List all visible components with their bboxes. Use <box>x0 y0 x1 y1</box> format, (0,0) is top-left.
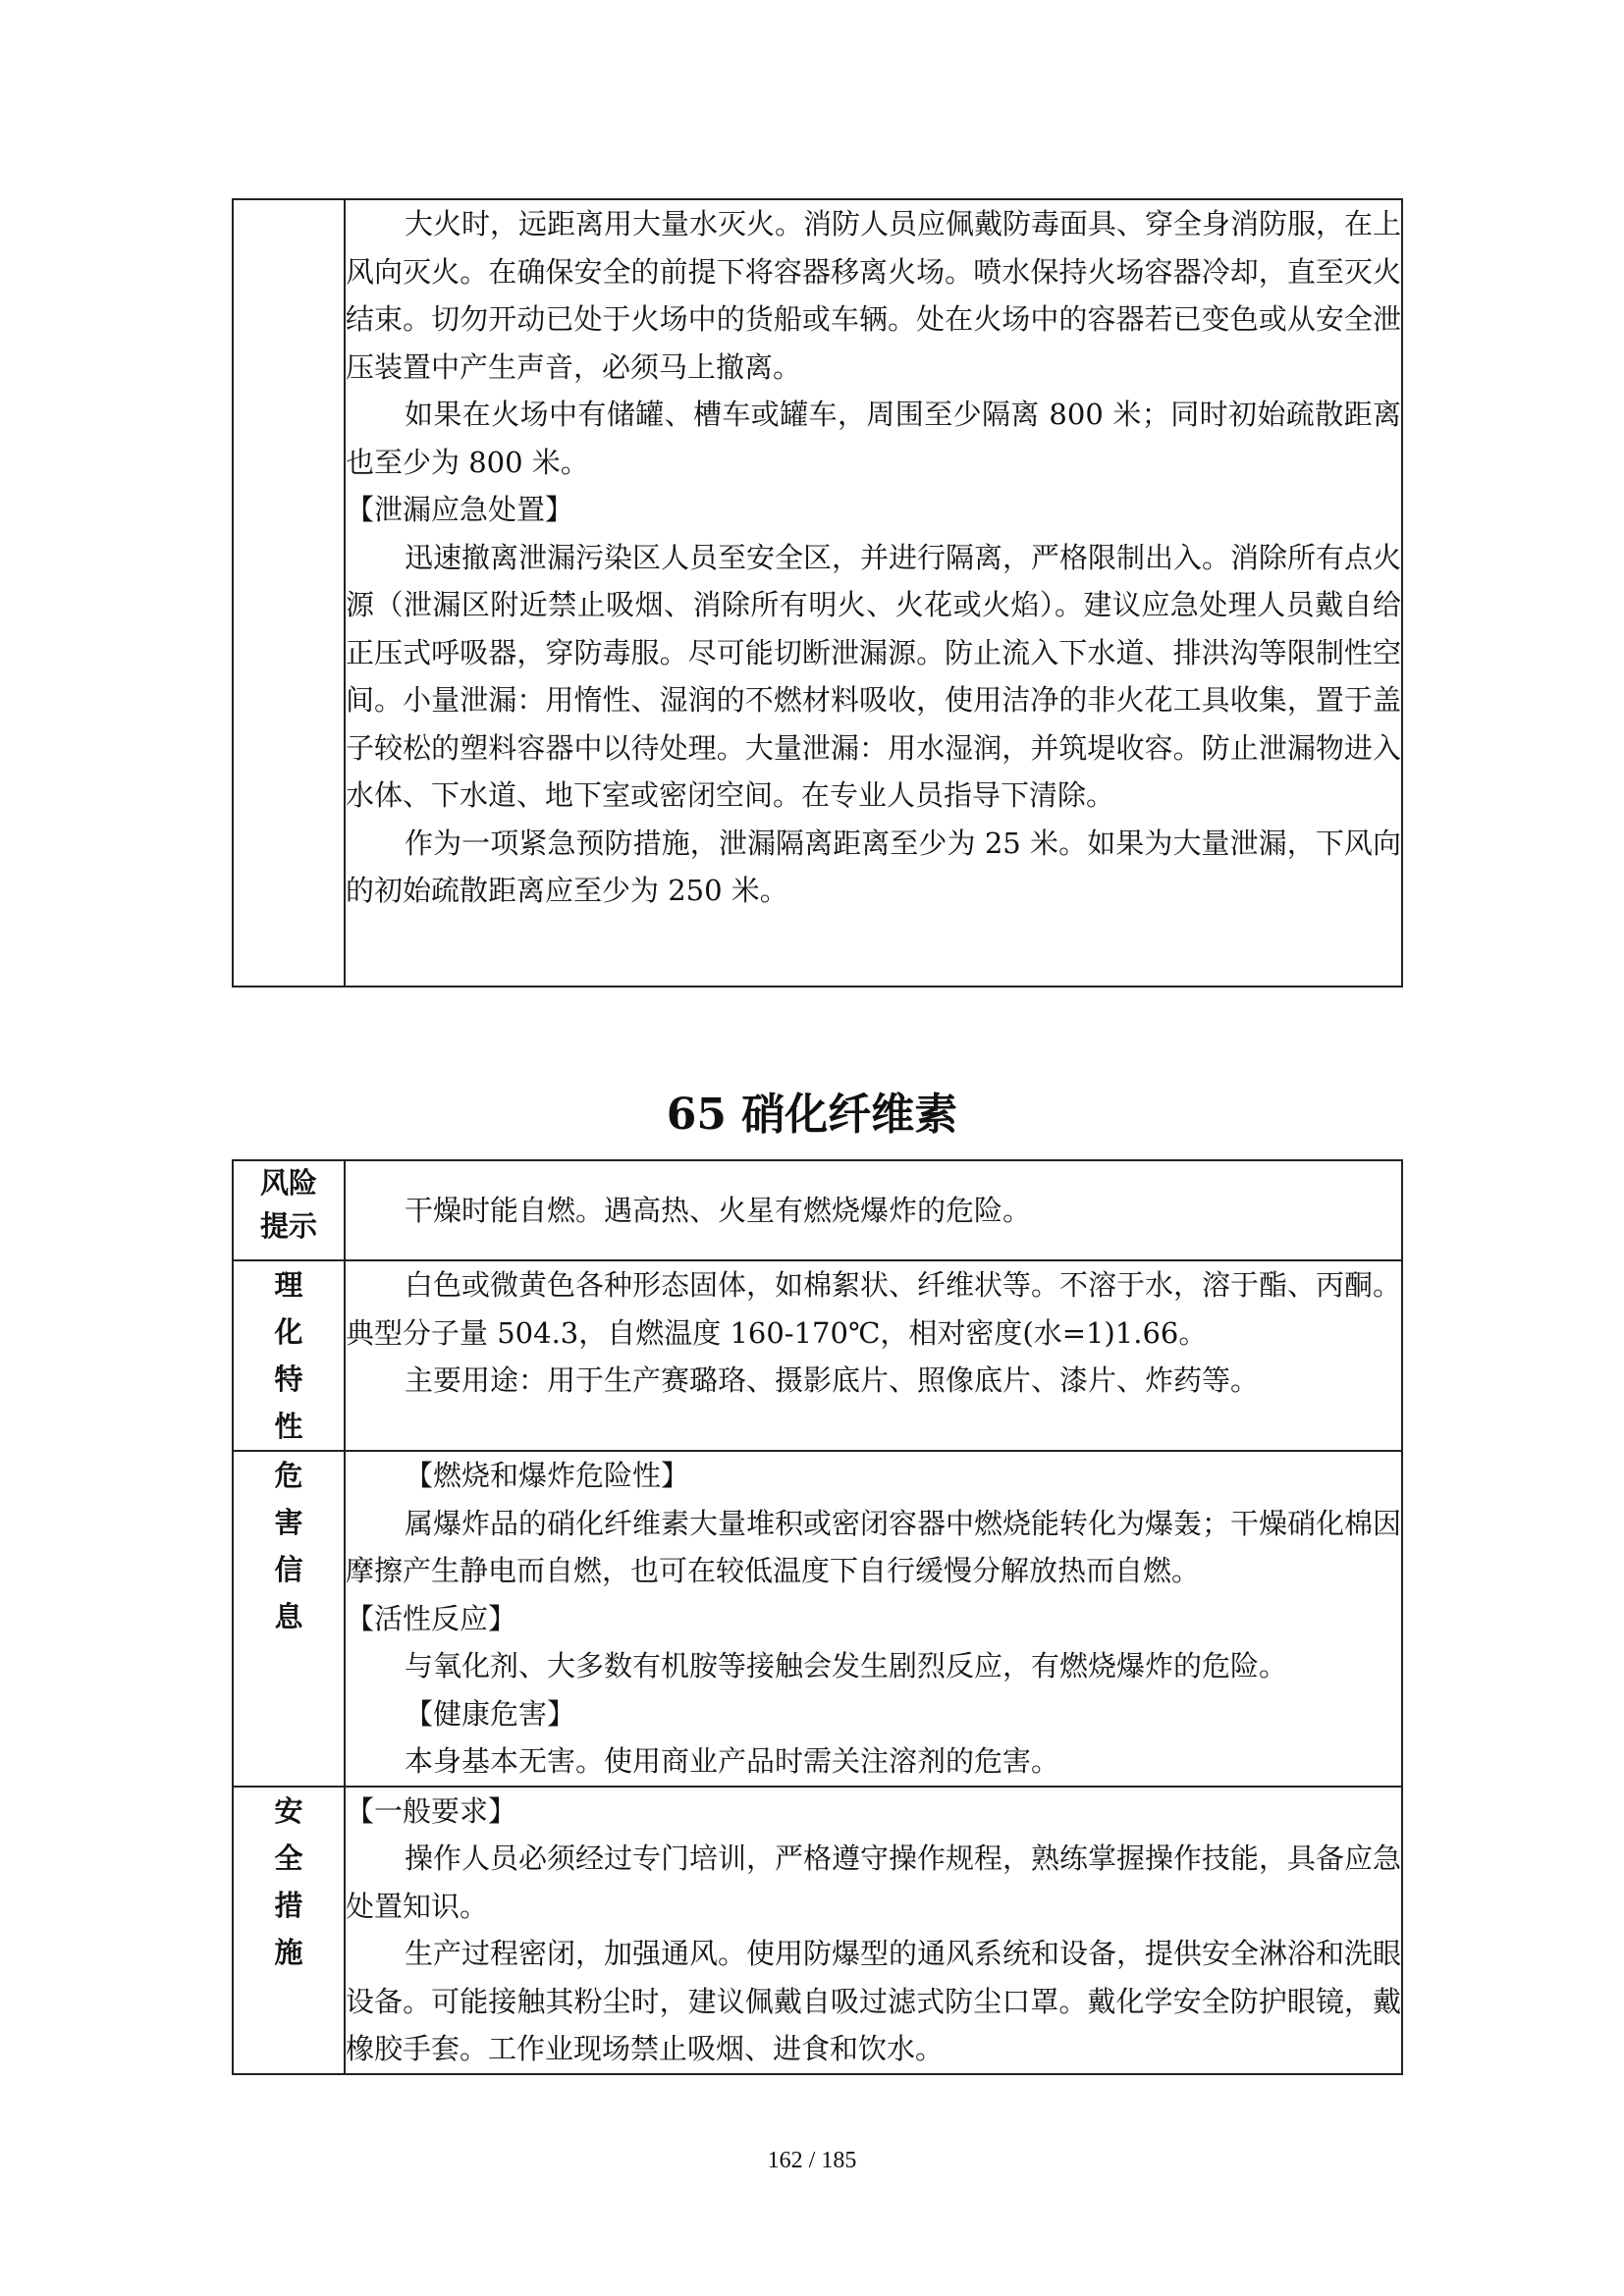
risk-content-cell <box>345 1160 1402 1260</box>
general-requirements-heading: 【一般要求】 <box>346 1793 517 1828</box>
reactivity-heading: 【活性反应】 <box>346 1601 517 1635</box>
risk-text: 干燥时能自燃。遇高热、火星有燃烧爆炸的危险。 <box>405 1193 1032 1227</box>
risk-label-cell <box>233 1160 345 1260</box>
table-row-properties <box>233 1260 1402 1451</box>
safety-label: 安 全 措 施 <box>274 1793 303 1969</box>
usage-paragraph: 主要用途：用于生产赛璐珞、摄影底片、照像底片、漆片、炸药等。 <box>405 1363 1260 1397</box>
hazard-content-cell <box>345 1451 1402 1787</box>
production-safety-text: 生产过程密闭，加强通风。使用防爆型的通风系统和设备，提供安全淋浴和洗眼设备。可能接触其粉尘时，建议佩戴自吸过滤式防尘口罩。戴化学安全防护眼镜，戴橡胶手套。工作业现场禁止吸烟、进食和饮水。 <box>346 1937 1402 2065</box>
fire-paragraph: 大火时，远距离用大量水灭火。消防人员应佩戴防毒面具、穿全身消防服，在上风向灭火。在确保安全的前提下将容器移离火场。喷水保持火场容器冷却，直至灭火结束。切勿开动已处于火场中的货船或车辆。处在火场中的容器若已变色或从安全泄压装置中产生声音，必须马上撤离。 <box>346 207 1402 384</box>
empty-label-cell <box>233 199 345 987</box>
properties-label: 理 化 特 性 <box>274 1268 303 1443</box>
table-row-risk <box>233 1160 1402 1260</box>
page-number: 162 / 185 <box>767 2148 857 2173</box>
properties-paragraph: 白色或微黄色各种形态固体，如棉絮状、纤维状等。不溶于水，溶于酯、丙酮。典型分子量 504.3，自燃温度 160-170℃，相对密度(水=1)1.66。 <box>346 1268 1402 1350</box>
properties-label-cell <box>233 1260 345 1451</box>
table-row-safety <box>233 1787 1402 2074</box>
health-text: 本身基本无害。使用商业产品时需关注溶剂的危害。 <box>405 1744 1060 1778</box>
safety-label-cell <box>233 1787 345 2074</box>
operator-training-text: 操作人员必须经过专门培训，严格遵守操作规程，熟练掌握操作技能，具备应急处置知识。 <box>346 1842 1402 1923</box>
leak-heading: 【泄漏应急处置】 <box>346 493 574 526</box>
hazard-label: 危 害 信 息 <box>274 1459 303 1633</box>
combustion-text: 属爆炸品的硝化纤维素大量堆积或密闭容器中燃烧能转化为爆轰；干燥硝化棉因摩擦产生静电而自燃，也可在较低温度下自行缓慢分解放热而自燃。 <box>346 1506 1402 1587</box>
leak-paragraph: 迅速撤离泄漏污染区人员至安全区，并进行隔离，严格限制出入。消除所有点火源（泄漏区附近禁止吸烟、消除所有明火、火花或火焰）。建议应急处理人员戴自给正压式呼吸器，穿防毒服。尽可能切断泄漏源。防止流入下水道、排洪沟等限制性空间。小量泄漏：用惰性、湿润的不燃材料吸收，使用洁净的非火花工具收集，置于盖子较松的塑料容器中以待处理。大量泄漏：用水湿润，并筑堤收容。防止泄漏物进入水体、下水道、地下室或密闭空间。在专业人员指导下清除。 <box>346 540 1402 812</box>
fire-isolation-paragraph: 如果在火场中有储罐、槽车或罐车，周围至少隔离 800 米；同时初始疏散距离也至少为 800 米。 <box>346 398 1401 479</box>
chemical-info-table <box>232 1159 1403 2075</box>
emergency-content-cell <box>345 199 1402 987</box>
safety-content-cell <box>345 1787 1402 2074</box>
section-title: 65 硝化纤维素 <box>666 1090 958 1140</box>
properties-content-cell <box>345 1260 1402 1451</box>
hazard-label-cell <box>233 1451 345 1787</box>
leak-isolation-paragraph: 作为一项紧急预防措施，泄漏隔离距离至少为 25 米。如果为大量泄漏，下风向的初始疏散距离应至少为 250 米。 <box>346 826 1401 907</box>
table-row-hazard <box>233 1451 1402 1787</box>
continued-emergency-table <box>232 198 1403 988</box>
combustion-heading: 【燃烧和爆炸危险性】 <box>405 1459 690 1492</box>
table-row <box>233 199 1402 987</box>
risk-label: 风险 提示 <box>259 1166 317 1243</box>
health-heading: 【健康危害】 <box>405 1696 576 1731</box>
reactivity-text: 与氧化剂、大多数有机胺等接触会发生剧烈反应，有燃烧爆炸的危险。 <box>405 1649 1288 1682</box>
